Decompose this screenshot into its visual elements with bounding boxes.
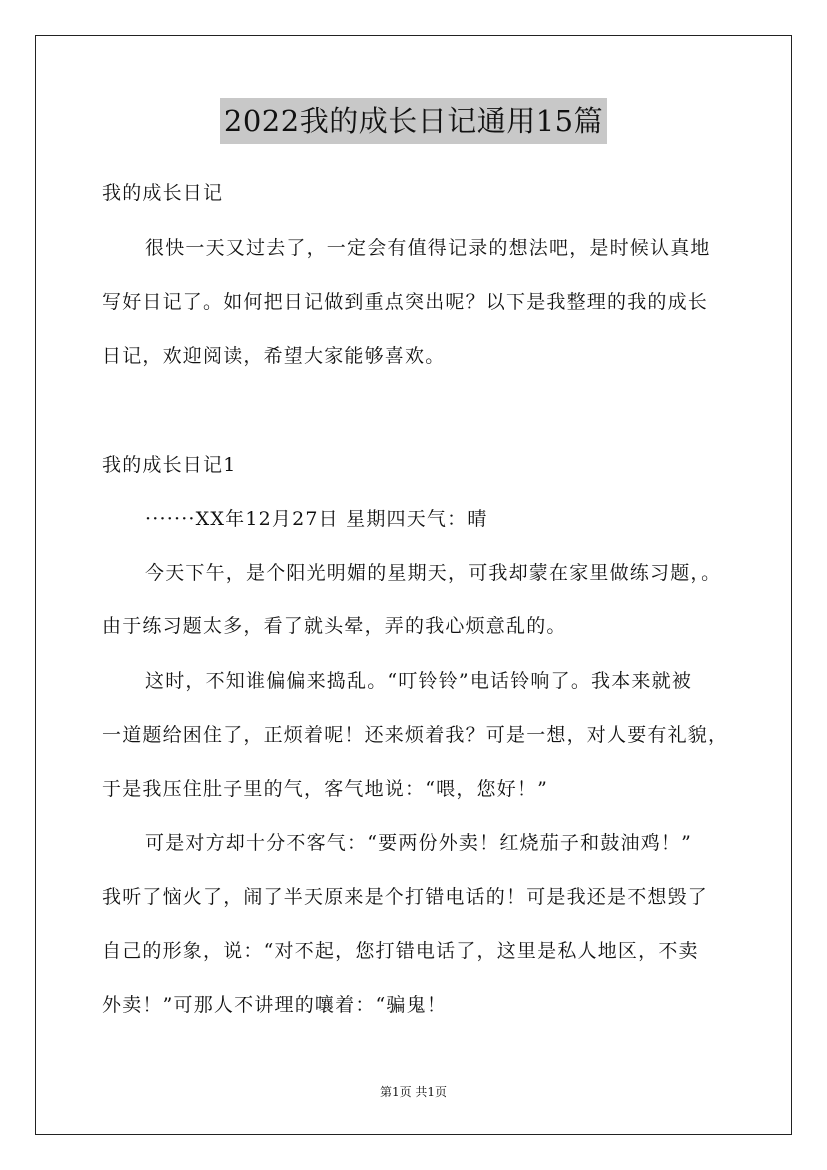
paragraph-line: 由于练习题太多，看了就头晕，弄的我心烦意乱的。 — [102, 615, 567, 637]
document-title: 2022我的成长日记通用15篇 — [220, 98, 607, 144]
paragraph-line: 写好日记了。如何把日记做到重点突出呢？以下是我整理的我的成长 — [102, 291, 709, 313]
section-heading: 我的成长日记 — [102, 182, 224, 204]
paragraph-line: 一道题给困住了，正烦着呢！还来烦着我？可是一想，对人要有礼貌， — [102, 724, 729, 746]
paragraph-line: 于是我压住肚子里的气，客气地说：“喂，您好！” — [102, 778, 549, 800]
paragraph-line: 我听了恼火了，闹了半天原来是个打错电话的！可是我还是不想毁了 — [102, 886, 709, 908]
paragraph-line: 很快一天又过去了，一定会有值得记录的想法吧，是时候认真地 — [145, 237, 711, 259]
paragraph-line: 可是对方却十分不客气：“要两份外卖！红烧茄子和鼓油鸡！” — [145, 832, 693, 854]
paragraph-line: 外卖！”可那人不讲理的嚷着：“骗鬼！ — [102, 994, 448, 1016]
title-container — [0, 98, 827, 144]
paragraph-line: 自己的形象，说：“对不起，您打错电话了，这里是私人地区，不卖 — [102, 940, 699, 962]
section-heading: 我的成长日记1 — [102, 454, 237, 476]
page-footer: 第1页 共1页 — [379, 1085, 448, 1099]
paragraph-line: 今天下午，是个阳光明媚的星期天，可我却蒙在家里做练习题，。 — [145, 562, 722, 584]
date-weather-line: ·······XX年12月27日 星期四天气：晴 — [145, 508, 488, 530]
paragraph-line: 这时，不知谁偏偏来捣乱。“叮铃铃”电话铃响了。我本来就被 — [145, 670, 693, 692]
paragraph-line: 日记，欢迎阅读，希望大家能够喜欢。 — [102, 345, 446, 367]
